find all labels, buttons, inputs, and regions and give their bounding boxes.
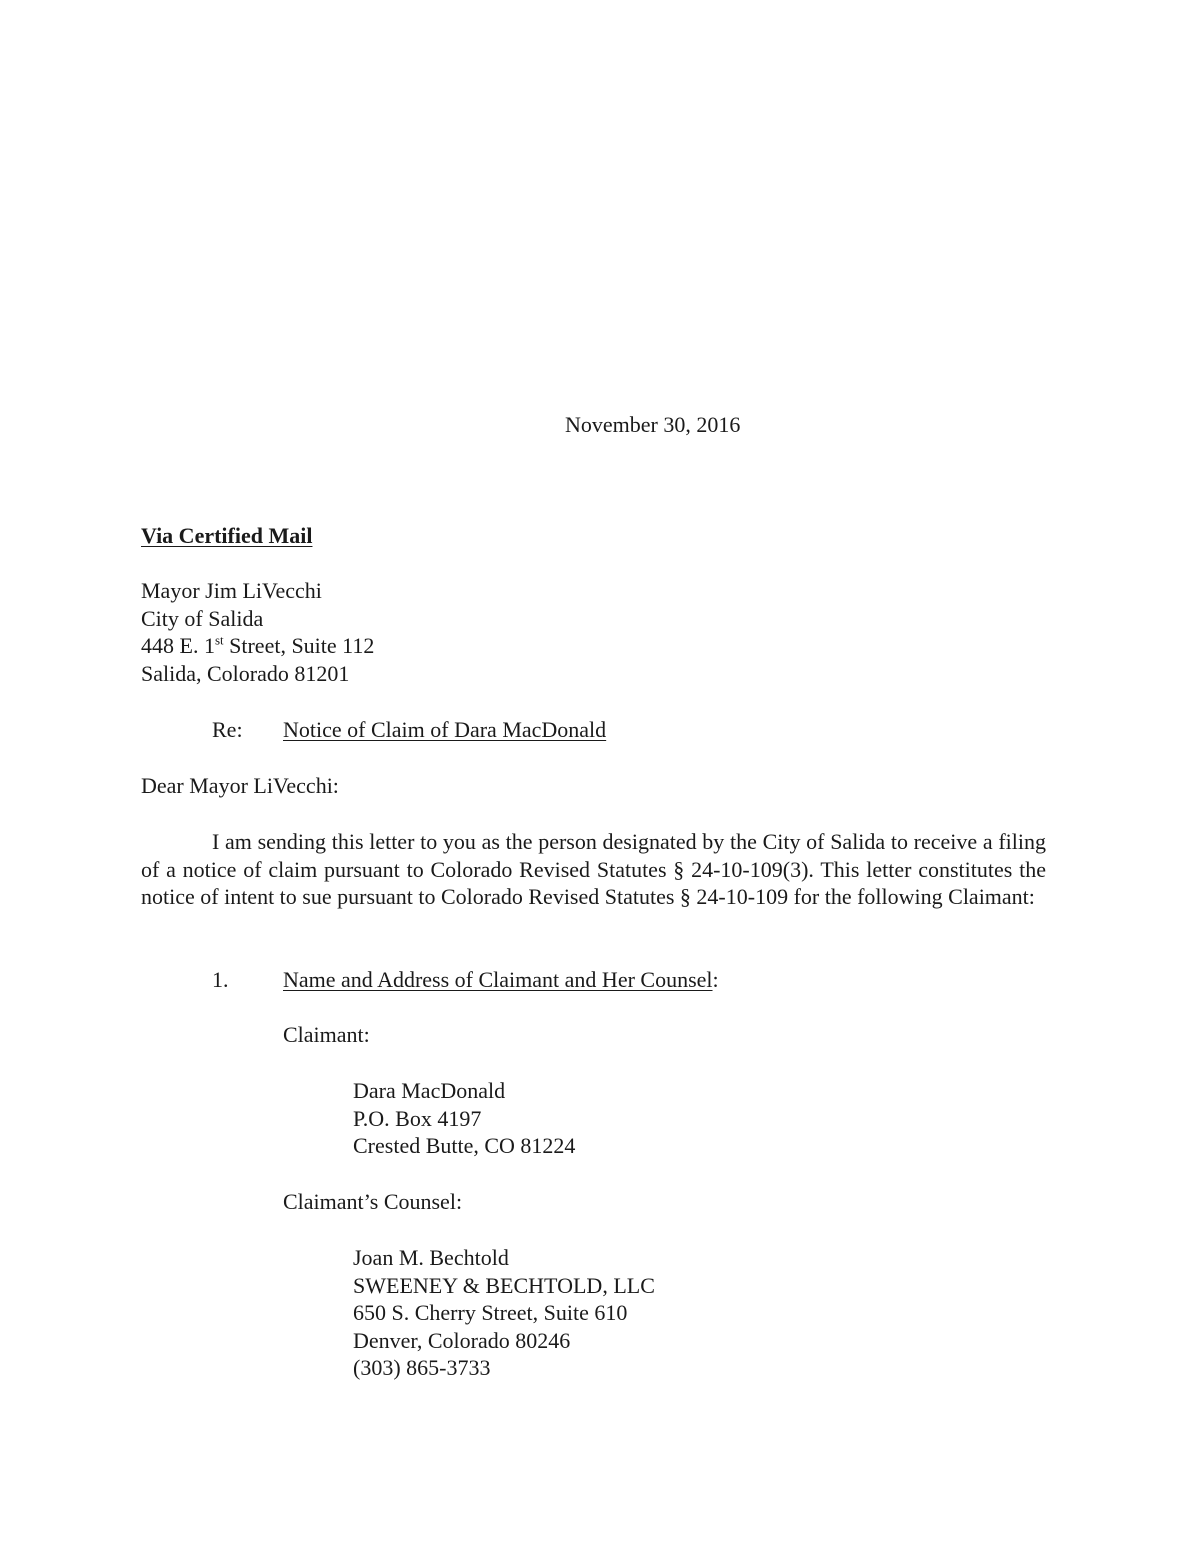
claimant-label: Claimant: [283, 1022, 370, 1047]
recipient-name: Mayor Jim LiVecchi [141, 578, 322, 603]
counsel-line: (303) 865-3733 [353, 1355, 491, 1380]
recipient-street [141, 632, 374, 660]
counsel-line: 650 S. Cherry Street, Suite 610 [353, 1300, 628, 1325]
street-ordinal: st [214, 632, 224, 648]
counsel-line: Joan M. Bechtold [353, 1245, 509, 1270]
section-heading [283, 966, 719, 993]
street-number: 448 E. 1 [141, 633, 215, 658]
delivery-method: Via Certified Mail [141, 523, 313, 548]
re-label: Re: [212, 717, 243, 742]
counsel-address [353, 1244, 655, 1382]
claimant-line: P.O. Box 4197 [353, 1105, 482, 1131]
claimant-address [353, 1077, 575, 1160]
section-heading-colon: : [712, 967, 719, 992]
section-heading-text: Name and Address of Claimant and Her Counsel [283, 967, 713, 992]
body-paragraph: I am sending this letter to you as the person designated by the City of Salida to receive a filing of a notice of claim pursuant to Colorado Revised Statutes § 24-10-109(3). This letter constitutes the notice of intent to sue pursuant to Colorado Revised Statutes § 24-10-109 for the following Claimant: [141, 829, 1046, 909]
recipient-city-state-zip: Salida, Colorado 81201 [141, 660, 350, 686]
counsel-label: Claimant’s Counsel: [283, 1189, 463, 1214]
recipient-address [141, 577, 374, 687]
counsel-line: SWEENEY & BECHTOLD, LLC [353, 1272, 655, 1298]
letter-date: November 30, 2016 [565, 412, 741, 437]
claimant-line: Dara MacDonald [353, 1078, 506, 1103]
counsel-line: Denver, Colorado 80246 [353, 1327, 571, 1353]
claimant-line: Crested Butte, CO 81224 [353, 1133, 576, 1158]
section-number: 1. [212, 967, 229, 992]
salutation: Dear Mayor LiVecchi: [141, 773, 339, 798]
street-name: Street, Suite 112 [223, 633, 375, 658]
recipient-organization: City of Salida [141, 605, 264, 631]
re-subject: Notice of Claim of Dara MacDonald [283, 717, 607, 742]
